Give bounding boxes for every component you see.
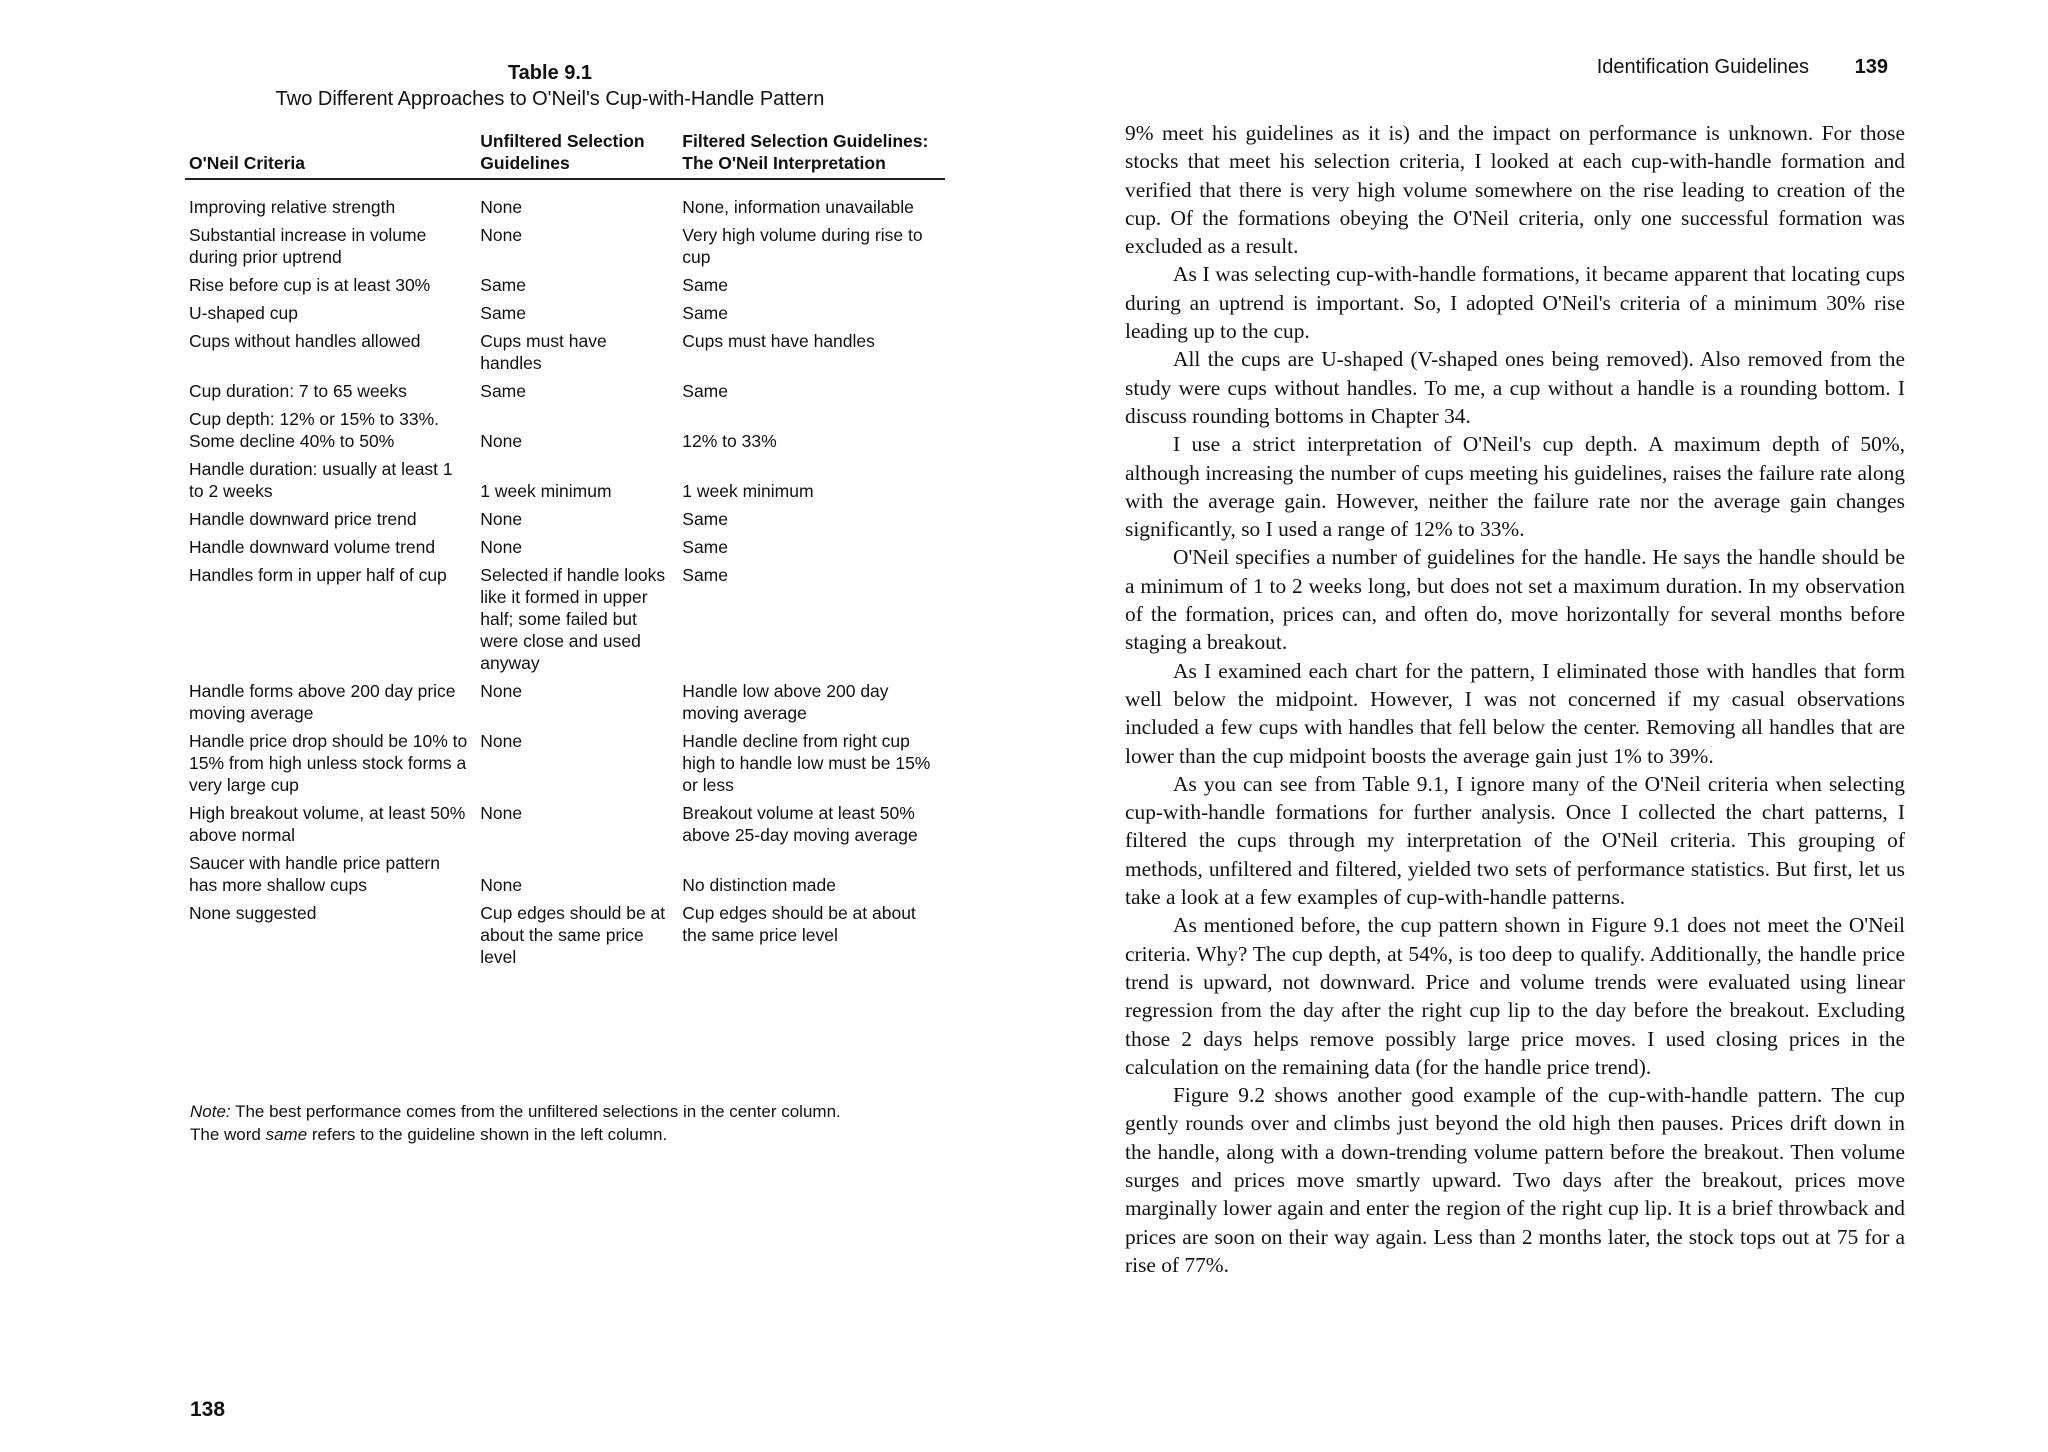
cell-criteria: None suggested bbox=[189, 903, 317, 923]
cell-unfiltered: Cup edges should be at about the same price level bbox=[480, 903, 666, 967]
cell-filtered: Cup edges should be at about the same price level bbox=[682, 903, 916, 945]
page-number-right: 139 bbox=[1854, 56, 1888, 78]
table-header-row bbox=[185, 130, 945, 179]
body-text bbox=[1125, 119, 1905, 1279]
cell-filtered: Same bbox=[682, 565, 728, 585]
cell-unfiltered: None bbox=[480, 731, 523, 751]
paragraph: As you can see from Table 9.1, I ignore many of the O'Neil criteria when selecting cup-with-handle formations for further analysis. Once I collected the chart patterns, I filtered the cups through my interpretation of the O'Neil criteria. This grouping of methods, unfiltered and filtered, yielded two sets of performance statistics. But first, let us take a look at a few examples of cup-with-handle patterns. bbox=[1125, 771, 1905, 910]
cell-criteria: High breakout volume, at least 50% above normal bbox=[189, 803, 466, 845]
col-header-filtered: Filtered Selection Guidelines: The O'Neil Interpretation bbox=[682, 131, 929, 173]
col-header-unfiltered: Unfiltered Selection Guidelines bbox=[480, 131, 645, 173]
note-text-2a: The word bbox=[190, 1125, 266, 1144]
table-row bbox=[185, 678, 945, 728]
paragraph: As mentioned before, the cup pattern shown in Figure 9.1 does not meet the O'Neil criteria. Why? The cup depth, at 54%, is too deep to qualify. Additionally, the handle price trend is upward, not downward. Price and volume trends were evaluated using linear regression from the day after the right cup lip to the day before the breakout. Excluding those 2 days helps remove possibly large price moves. I used closing prices in the calculation on the remaining data (for the handle price trend). bbox=[1125, 913, 1905, 1079]
table-row bbox=[185, 378, 945, 406]
cell-unfiltered: None bbox=[480, 509, 523, 529]
cell-filtered: Handle low above 200 day moving average bbox=[682, 681, 889, 723]
cell-filtered: Handle decline from right cup high to handle low must be 15% or less bbox=[682, 731, 931, 795]
note-line-1 bbox=[190, 1100, 950, 1123]
cell-filtered: Same bbox=[682, 537, 728, 557]
table-row bbox=[185, 850, 945, 900]
table-row bbox=[185, 534, 945, 562]
note-line-2 bbox=[190, 1123, 950, 1146]
table-row bbox=[185, 900, 945, 972]
cell-filtered: Very high volume during rise to cup bbox=[682, 225, 923, 267]
cell-criteria: Cup depth: 12% or 15% to 33%. Some decline 40% to 50% bbox=[189, 409, 440, 451]
cell-unfiltered: None bbox=[480, 875, 523, 895]
table-row bbox=[185, 272, 945, 300]
table-row bbox=[185, 179, 945, 222]
paragraph: As I was selecting cup-with-handle formations, it became apparent that locating cups during an uptrend is important. So, I adopted O'Neil's criteria of a minimum 30% rise leading up to the cup. bbox=[1125, 262, 1905, 344]
table-row bbox=[185, 728, 945, 800]
cell-criteria: U-shaped cup bbox=[189, 303, 298, 323]
cell-filtered: Cups must have handles bbox=[682, 331, 875, 351]
cell-unfiltered: 1 week minimum bbox=[480, 481, 612, 501]
table-title: Two Different Approaches to O'Neil's Cup-with-Handle Pattern bbox=[275, 88, 825, 110]
cell-unfiltered: None bbox=[480, 537, 523, 557]
cell-criteria: Handle downward volume trend bbox=[189, 537, 436, 557]
paragraph: O'Neil specifies a number of guidelines for the handle. He says the handle should be a minimum of 1 to 2 weeks long, but does not set a maximum duration. In my observation of the formation, prices can, and often do, move horizontally for several months before staging a breakout. bbox=[1125, 545, 1905, 655]
paragraph: I use a strict interpretation of O'Neil's cup depth. A maximum depth of 50%, although increasing the number of cups meeting his guidelines, raises the failure rate along with the average gain. However, neither the failure rate nor the average gain changes significantly, so I used a range of 12% to 33%. bbox=[1125, 432, 1905, 542]
cell-unfiltered: Cups must have handles bbox=[480, 331, 607, 373]
cell-unfiltered: None bbox=[480, 197, 523, 217]
table-row bbox=[185, 222, 945, 272]
cell-unfiltered: None bbox=[480, 225, 523, 245]
cell-filtered: Same bbox=[682, 303, 728, 323]
table-row bbox=[185, 800, 945, 850]
paragraph: As I examined each chart for the pattern, I eliminated those with handles that form well below the midpoint. However, I was not concerned if my casual observations included a few cups with handles that fell below the center. Removing all handles that are lower than the cup midpoint boosts the average gain just 1% to 39%. bbox=[1125, 658, 1905, 768]
cell-criteria: Substantial increase in volume during prior uptrend bbox=[189, 225, 427, 267]
cell-criteria: Handle downward price trend bbox=[189, 509, 417, 529]
table-number: Table 9.1 bbox=[507, 62, 593, 84]
paragraph: 9% meet his guidelines as it is) and the impact on performance is unknown. For those stocks that meet his selection criteria, I looked at each cup-with-handle formation and verified that there is very high volume somewhere on the rise leading to creation of the cup. Of the formations obeying the O'Neil criteria, only one successful formation was excluded as a result. bbox=[1125, 121, 1905, 259]
paragraph: All the cups are U-shaped (V-shaped ones being removed). Also removed from the study were cups without handles. To me, a cup without a handle is a rounding bottom. I discuss rounding bottoms in Chapter 34. bbox=[1125, 347, 1905, 428]
cell-unfiltered: Same bbox=[480, 303, 526, 323]
cell-unfiltered: None bbox=[480, 681, 523, 701]
table-caption bbox=[190, 60, 910, 112]
cell-criteria: Improving relative strength bbox=[189, 197, 396, 217]
cell-criteria: Saucer with handle price pattern has more shallow cups bbox=[189, 853, 440, 895]
table-row bbox=[185, 300, 945, 328]
cell-filtered: Same bbox=[682, 381, 728, 401]
col-header-oneil: O'Neil Criteria bbox=[189, 153, 306, 173]
note-label: Note: bbox=[190, 1102, 231, 1121]
table-row bbox=[185, 562, 945, 678]
table-row bbox=[185, 328, 945, 378]
cell-filtered: Same bbox=[682, 509, 728, 529]
cell-unfiltered: Same bbox=[480, 381, 526, 401]
criteria-table bbox=[185, 130, 945, 972]
note-text-2b: refers to the guideline shown in the left column. bbox=[307, 1125, 668, 1144]
cell-criteria: Handle price drop should be 10% to 15% from high unless stock forms a very large cup bbox=[189, 731, 468, 795]
cell-criteria: Cup duration: 7 to 65 weeks bbox=[189, 381, 407, 401]
note-text-2-em: same bbox=[265, 1125, 308, 1144]
cell-criteria: Handles form in upper half of cup bbox=[189, 565, 447, 585]
table-row bbox=[185, 406, 945, 456]
cell-unfiltered: None bbox=[480, 803, 523, 823]
cell-unfiltered: Same bbox=[480, 275, 526, 295]
paragraph: Figure 9.2 shows another good example of the cup-with-handle pattern. The cup gently rounds over and climbs just beyond the old high then pauses. Prices drift down in the handle, along with a down-trending volume pattern before the breakout. Then volume surges and prices move smartly upward. Two days after the breakout, prices move marginally lower again and enter the region of the right cup lip. It is a brief throwback and prices are soon on their way again. Less than 2 months later, the stock tops out at 75 for a rise of 77%. bbox=[1125, 1083, 1905, 1277]
cell-criteria: Handle forms above 200 day price moving average bbox=[189, 681, 456, 723]
note-text-1: The best performance comes from the unfiltered selections in the center column. bbox=[235, 1102, 841, 1121]
cell-unfiltered: None bbox=[480, 431, 523, 451]
cell-filtered: No distinction made bbox=[682, 875, 836, 895]
cell-filtered: 1 week minimum bbox=[682, 481, 814, 501]
table-note bbox=[190, 1100, 950, 1146]
cell-unfiltered: Selected if handle looks like it formed in upper half; some failed but were close and used anyway bbox=[480, 565, 666, 673]
running-head-title: Identification Guidelines bbox=[1596, 56, 1810, 78]
cell-filtered: 12% to 33% bbox=[682, 431, 777, 451]
cell-filtered: Same bbox=[682, 275, 728, 295]
cell-criteria: Rise before cup is at least 30% bbox=[189, 275, 431, 295]
cell-criteria: Handle duration: usually at least 1 to 2 weeks bbox=[189, 459, 453, 501]
running-head bbox=[1597, 56, 1888, 79]
right-page bbox=[1024, 0, 2048, 1452]
page-number-left: 138 bbox=[190, 1398, 226, 1421]
table-row bbox=[185, 456, 945, 506]
table-row bbox=[185, 506, 945, 534]
cell-filtered: Breakout volume at least 50% above 25-day moving average bbox=[682, 803, 918, 845]
cell-filtered: None, information unavailable bbox=[682, 197, 914, 217]
cell-criteria: Cups without handles allowed bbox=[189, 331, 421, 351]
